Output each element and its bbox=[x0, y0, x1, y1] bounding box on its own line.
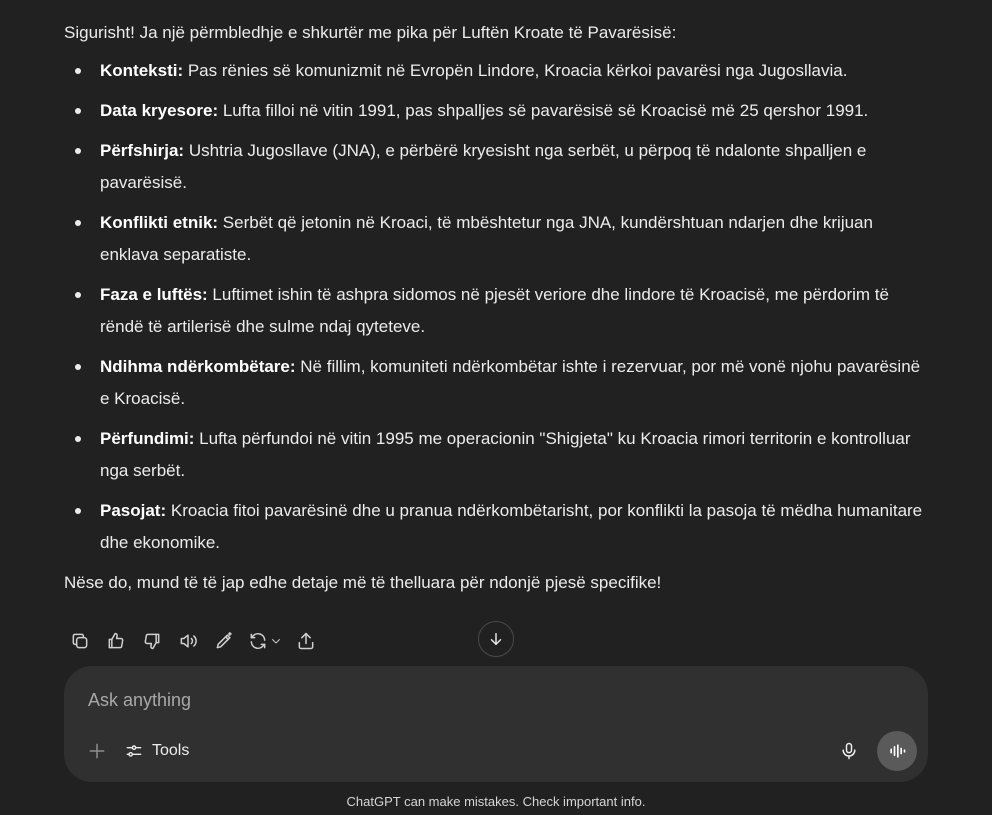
item-term: Konflikti etnik: bbox=[100, 213, 219, 232]
bullet-icon bbox=[75, 148, 81, 154]
list-item bbox=[64, 207, 932, 271]
list-item bbox=[64, 135, 932, 199]
item-text: Lufta filloi në vitin 1991, pas shpalljes së pavarësisë së Kroacisë më 25 qershor 1991. bbox=[218, 101, 869, 120]
item-term: Data kryesore: bbox=[100, 101, 219, 120]
plus-icon bbox=[87, 741, 107, 761]
item-text: Në fillim, komuniteti ndërkombëtar ishte i rezervuar, por më vonë njohu pavarësinë e Kroacisë. bbox=[100, 357, 921, 408]
list-item bbox=[64, 95, 932, 127]
arrow-down-icon bbox=[487, 630, 505, 648]
item-text: Kroacia fitoi pavarësinë dhe u pranua ndërkombëtarisht, por konflikti la pasoja të mëdha humanitare dhe ekonomike. bbox=[100, 501, 923, 552]
list-item bbox=[64, 351, 932, 415]
prompt-input[interactable] bbox=[86, 684, 870, 716]
thumbs-down-icon bbox=[142, 631, 162, 651]
message-outro: Nëse do, mund të të jap edhe detaje më të thelluara për ndonjë pjesë specifike! bbox=[64, 573, 662, 592]
bullet-icon bbox=[75, 68, 81, 74]
list-item bbox=[64, 423, 932, 487]
chevron-down-icon bbox=[270, 635, 282, 647]
assistant-message bbox=[64, 17, 932, 599]
item-term: Ndihma ndërkombëtare: bbox=[100, 357, 296, 376]
composer bbox=[64, 666, 928, 782]
disclaimer-text: ChatGPT can make mistakes. Check important info. bbox=[346, 794, 646, 809]
item-term: Faza e luftës: bbox=[100, 285, 208, 304]
voice-mode-icon bbox=[887, 741, 907, 761]
item-text: Lufta përfundoi në vitin 1995 me operacionin "Shigjeta" ku Kroacia rimori territorin e kontrolluar nga serbët. bbox=[100, 429, 911, 480]
item-term: Përfshirja: bbox=[100, 141, 185, 160]
read-aloud-icon bbox=[178, 631, 198, 651]
item-term: Përfundimi: bbox=[100, 429, 195, 448]
bullet-icon bbox=[75, 292, 81, 298]
tools-button[interactable] bbox=[124, 736, 189, 766]
message-actions bbox=[62, 627, 324, 655]
edit-in-canvas-button[interactable] bbox=[206, 627, 242, 655]
bullet-icon bbox=[75, 108, 81, 114]
item-text: Luftimet ishin të ashpra sidomos në pjesët veriore dhe lindore të Kroacisë, me përdorim të rëndë të artilerisë dhe sulme ndaj qyteteve. bbox=[100, 285, 889, 336]
share-button[interactable] bbox=[288, 627, 324, 655]
bullet-icon bbox=[75, 436, 81, 442]
list-item bbox=[64, 279, 932, 343]
item-text: Serbët që jetonin në Kroaci, të mbështetur nga JNA, kundërshtuan ndarjen dhe krijuan enklava separatiste. bbox=[100, 213, 873, 264]
regenerate-button[interactable] bbox=[242, 627, 288, 655]
bullet-icon bbox=[75, 220, 81, 226]
tools-label: Tools bbox=[152, 742, 190, 759]
scroll-to-bottom-button[interactable] bbox=[478, 621, 514, 657]
item-term: Pasojat: bbox=[100, 501, 167, 520]
bullet-icon bbox=[75, 508, 81, 514]
dictate-button[interactable] bbox=[836, 738, 862, 764]
message-intro: Sigurisht! Ja një përmbledhje e shkurtër me pika për Luftën Kroate të Pavarësisë: bbox=[64, 23, 677, 42]
copy-button[interactable] bbox=[62, 627, 98, 655]
item-term: Konteksti: bbox=[100, 61, 184, 80]
thumbs-up-icon bbox=[106, 631, 126, 651]
voice-mode-button[interactable] bbox=[877, 731, 917, 771]
regenerate-icon bbox=[248, 631, 268, 651]
share-icon bbox=[296, 631, 316, 651]
list-item bbox=[64, 495, 932, 559]
item-text: Pas rënies së komunizmit në Evropën Lindore, Kroacia kërkoi pavarësi nga Jugosllavia. bbox=[183, 61, 848, 80]
bullet-icon bbox=[75, 364, 81, 370]
add-attachment-button[interactable] bbox=[84, 738, 110, 764]
tools-icon bbox=[124, 741, 144, 761]
copy-icon bbox=[70, 631, 90, 651]
good-response-button[interactable] bbox=[98, 627, 134, 655]
item-text: Ushtria Jugosllave (JNA), e përbërë kryesisht nga serbët, u përpoq të ndalonte shpalljen e pavarësisë. bbox=[100, 141, 867, 192]
microphone-icon bbox=[839, 741, 859, 761]
bad-response-button[interactable] bbox=[134, 627, 170, 655]
summary-list bbox=[64, 55, 932, 559]
edit-icon bbox=[214, 631, 234, 651]
read-aloud-button[interactable] bbox=[170, 627, 206, 655]
list-item bbox=[64, 55, 932, 87]
